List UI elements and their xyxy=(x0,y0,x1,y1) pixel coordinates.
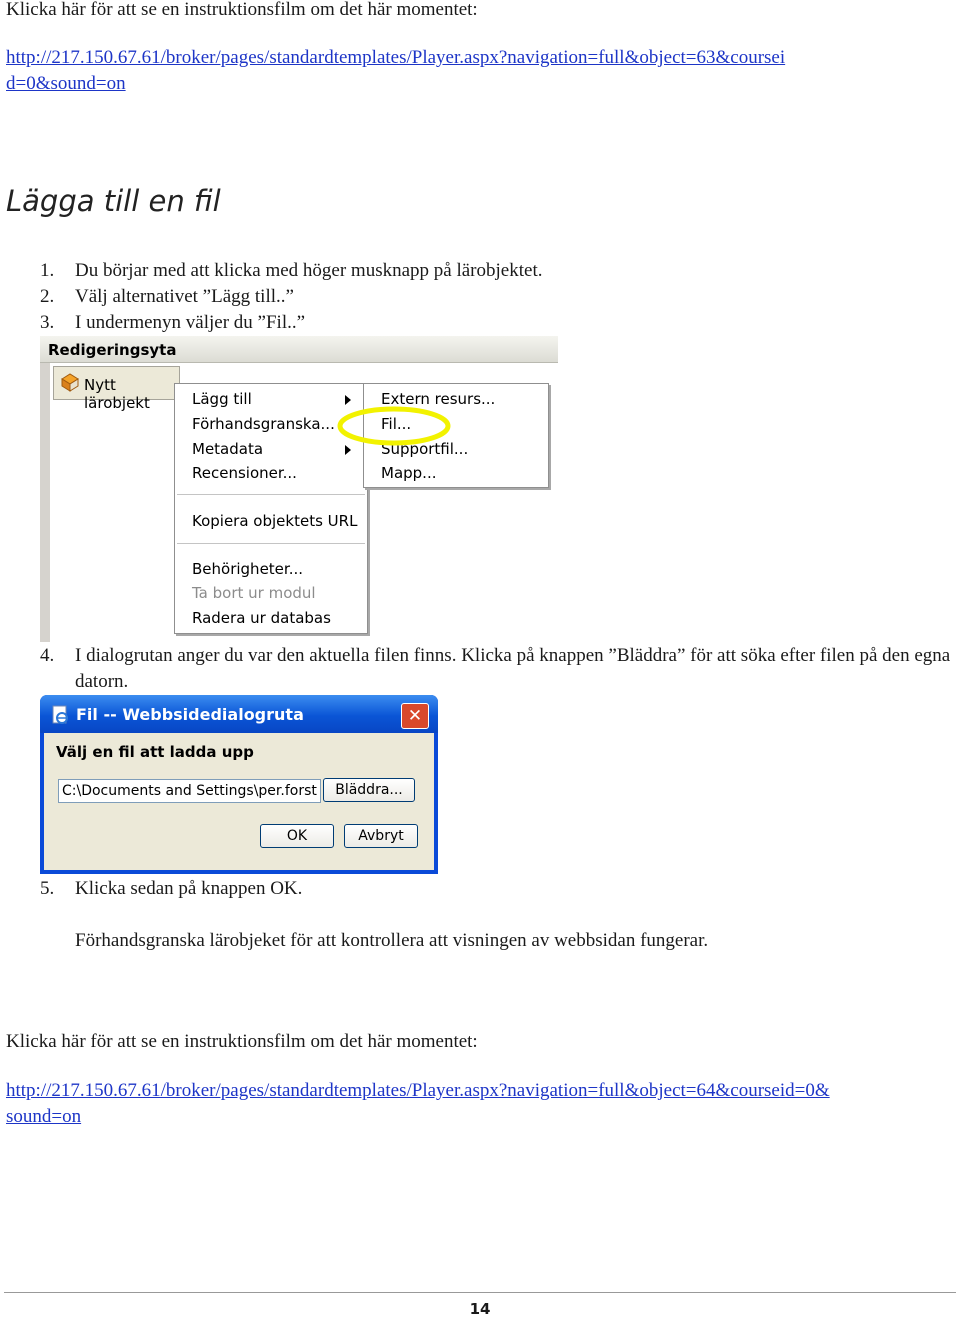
menu-item-remove-from-module: Ta bort ur modul xyxy=(192,584,316,602)
menu-item-copy-url[interactable]: Kopiera objektets URL xyxy=(192,512,358,530)
step-text: Välj alternativet ”Lägg till..” xyxy=(75,286,294,307)
footer-divider xyxy=(4,1292,956,1293)
panel-left-edge xyxy=(40,363,50,642)
browse-button[interactable]: Bläddra... xyxy=(323,778,415,802)
panel-title-bar xyxy=(40,336,558,363)
menu-item-reviews[interactable]: Recensioner... xyxy=(192,464,297,482)
steps-list-b xyxy=(6,643,952,695)
step-text: I undermenyn väljer du ”Fil..” xyxy=(75,312,306,333)
step-5 xyxy=(6,876,952,902)
menu-item-delete-from-database[interactable]: Radera ur databas xyxy=(192,609,331,627)
instruction-video-link-2[interactable] xyxy=(6,1078,958,1130)
context-menu-screenshot xyxy=(40,336,558,642)
dialog-body xyxy=(44,733,434,870)
menu-item-permissions[interactable]: Behörigheter... xyxy=(192,560,303,578)
instruction-video-link-1[interactable] xyxy=(6,45,956,97)
ok-button[interactable]: OK xyxy=(260,824,334,848)
link-line-1[interactable]: http://217.150.67.61/broker/pages/standardtemplates/Player.aspx?navigation=full&object=64&courseid=0& xyxy=(6,1080,830,1101)
step-number: 5. xyxy=(40,878,55,899)
step-4 xyxy=(6,643,952,695)
highlight-ellipse xyxy=(335,406,455,456)
step-number: 4. xyxy=(40,645,55,666)
ie-page-icon xyxy=(50,705,70,725)
cancel-button[interactable]: Avbryt xyxy=(344,824,418,848)
step-text: Du börjar med att klicka med höger musknapp på lärobjektet. xyxy=(75,260,543,281)
new-object-button[interactable] xyxy=(53,366,180,412)
file-path-input[interactable]: C:\Documents and Settings\per.forst xyxy=(58,779,321,803)
dialog-title: Fil -- Webbsidedialogruta xyxy=(76,705,304,724)
step-1 xyxy=(6,258,946,284)
close-icon[interactable]: ✕ xyxy=(401,703,429,729)
dialog-title-bar xyxy=(40,695,438,733)
step-3 xyxy=(6,310,946,336)
submenu-arrow-icon xyxy=(345,395,351,405)
step-number: 1. xyxy=(40,260,55,281)
file-dialog-screenshot xyxy=(40,695,438,874)
menu-separator xyxy=(177,543,365,545)
submenu-item-support-file[interactable]: Supportfil... xyxy=(381,440,469,458)
link-line-2[interactable]: sound=on xyxy=(6,1106,82,1127)
section-heading: Lägga till en fil xyxy=(6,184,221,218)
submenu-item-external-resource[interactable]: Extern resurs... xyxy=(381,390,496,408)
intro-text: Klicka här för att se en instruktionsfilm om det här momentet: xyxy=(6,0,478,20)
step-number: 3. xyxy=(40,312,55,333)
menu-item-preview[interactable]: Förhandsgranska... xyxy=(192,415,335,433)
step-2 xyxy=(6,284,946,310)
link-line-2[interactable]: d=0&sound=on xyxy=(6,73,126,94)
upload-label: Välj en fil att ladda upp xyxy=(56,743,254,761)
step-number: 2. xyxy=(40,286,55,307)
steps-list-c xyxy=(6,876,952,902)
step-text: I dialogrutan anger du var den aktuella filen finns. Klicka på knappen ”Bläddra” för att söka efter filen på den egna datorn. xyxy=(75,645,951,692)
new-object-icon xyxy=(59,372,81,392)
menu-item-add[interactable]: Lägg till xyxy=(192,390,252,408)
step-text: Klicka sedan på knappen OK. xyxy=(75,878,303,899)
preview-note: Förhandsgranska lärobjeket för att kontrollera att visningen av webbsidan fungerar. xyxy=(75,930,709,951)
page-number: 14 xyxy=(469,1300,491,1318)
link-line-1[interactable]: http://217.150.67.61/broker/pages/standardtemplates/Player.aspx?navigation=full&object=63&coursei xyxy=(6,47,786,68)
submenu-item-folder[interactable]: Mapp... xyxy=(381,464,437,482)
menu-item-metadata[interactable]: Metadata xyxy=(192,440,264,458)
menu-separator xyxy=(177,494,365,496)
steps-list-a xyxy=(6,258,946,336)
intro-text-2: Klicka här för att se en instruktionsfilm om det här momentet: xyxy=(6,1031,478,1052)
new-object-label: Nytt lärobjekt xyxy=(84,376,150,412)
submenu-item-file[interactable]: Fil... xyxy=(381,415,412,433)
panel-title: Redigeringsyta xyxy=(48,341,177,359)
